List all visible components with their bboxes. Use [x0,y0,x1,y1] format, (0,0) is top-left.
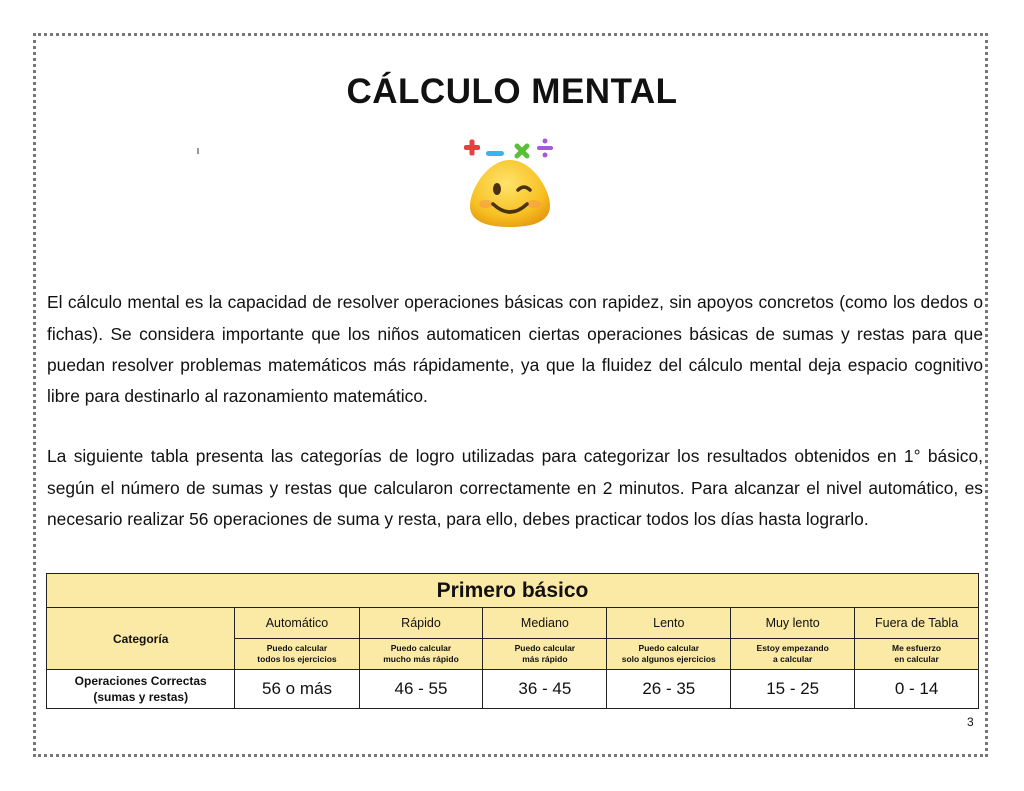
level-description-line: Puedo calcular [514,643,576,653]
category-label: Categoría [47,608,235,670]
level-description-line: Me esfuerzo [892,643,942,653]
level-name: Mediano [483,608,607,639]
level-range: 15 - 25 [731,670,855,709]
correct-operations-label [47,670,235,709]
level-name: Lento [607,608,731,639]
minus-symbol-icon [486,151,504,156]
times-symbol-icon [517,146,527,156]
stray-mark [197,148,199,154]
level-range: 36 - 45 [483,670,607,709]
level-description [235,639,359,670]
level-range: 26 - 35 [607,670,731,709]
table-description-paragraph: La siguiente tabla presenta las categorías de logro utilizadas para categorizar los resultados obtenidos en 1° básico, según el número de sumas y restas que calcularon correctamente en 2 minutos. Para alcanzar el nivel automático, es necesario realizar 56 operaciones de suma y resta, para ello, debes practicar todos los días hasta lograrlo. [47,446,983,529]
level-description [731,639,855,670]
level-description-line: todos los ejercicios [257,654,337,664]
level-name: Rápido [359,608,483,639]
achievement-table [46,573,979,709]
level-name: Automático [235,608,359,639]
level-description-line: a calcular [773,654,813,664]
level-description-line: mucho más rápido [383,654,459,664]
level-range: 56 o más [235,670,359,709]
level-description-line: Estoy empezando [756,643,829,653]
level-description-line: Puedo calcular [266,643,328,653]
page-title: CÁLCULO MENTAL [346,72,678,111]
level-description-line: en calcular [894,654,939,664]
level-range: 0 - 14 [855,670,979,709]
level-description-line: más rápido [522,654,568,664]
level-description [483,639,607,670]
level-description-line: Puedo calcular [390,643,452,653]
table-heading: Primero básico [47,574,979,608]
row-label-line: (sumas y restas) [93,690,189,704]
level-name: Fuera de Tabla [855,608,979,639]
mental-math-emoji-icon [460,134,560,229]
level-description [855,639,979,670]
level-description-line: Puedo calcular [638,643,700,653]
page-number: 3 [967,715,974,729]
level-description-line: solo algunos ejercicios [621,654,716,664]
level-name: Muy lento [731,608,855,639]
plus-symbol-icon [464,140,480,156]
level-range: 46 - 55 [359,670,483,709]
divide-symbol-icon [537,139,553,158]
row-label-line: Operaciones Correctas [74,674,207,688]
intro-paragraph: El cálculo mental es la capacidad de resolver operaciones básicas con rapidez, sin apoyos concretos (como los dedos o fichas). Se considera importante que los niños automaticen ciertas operaciones básicas de sumas y restas para que puedan resolver problemas matemáticos más rápidamente, ya que la fluidez del cálculo mental deja espacio cognitivo libre para destinarlo al razonamiento matemático. [47,292,983,407]
level-description [359,639,483,670]
level-description [607,639,731,670]
